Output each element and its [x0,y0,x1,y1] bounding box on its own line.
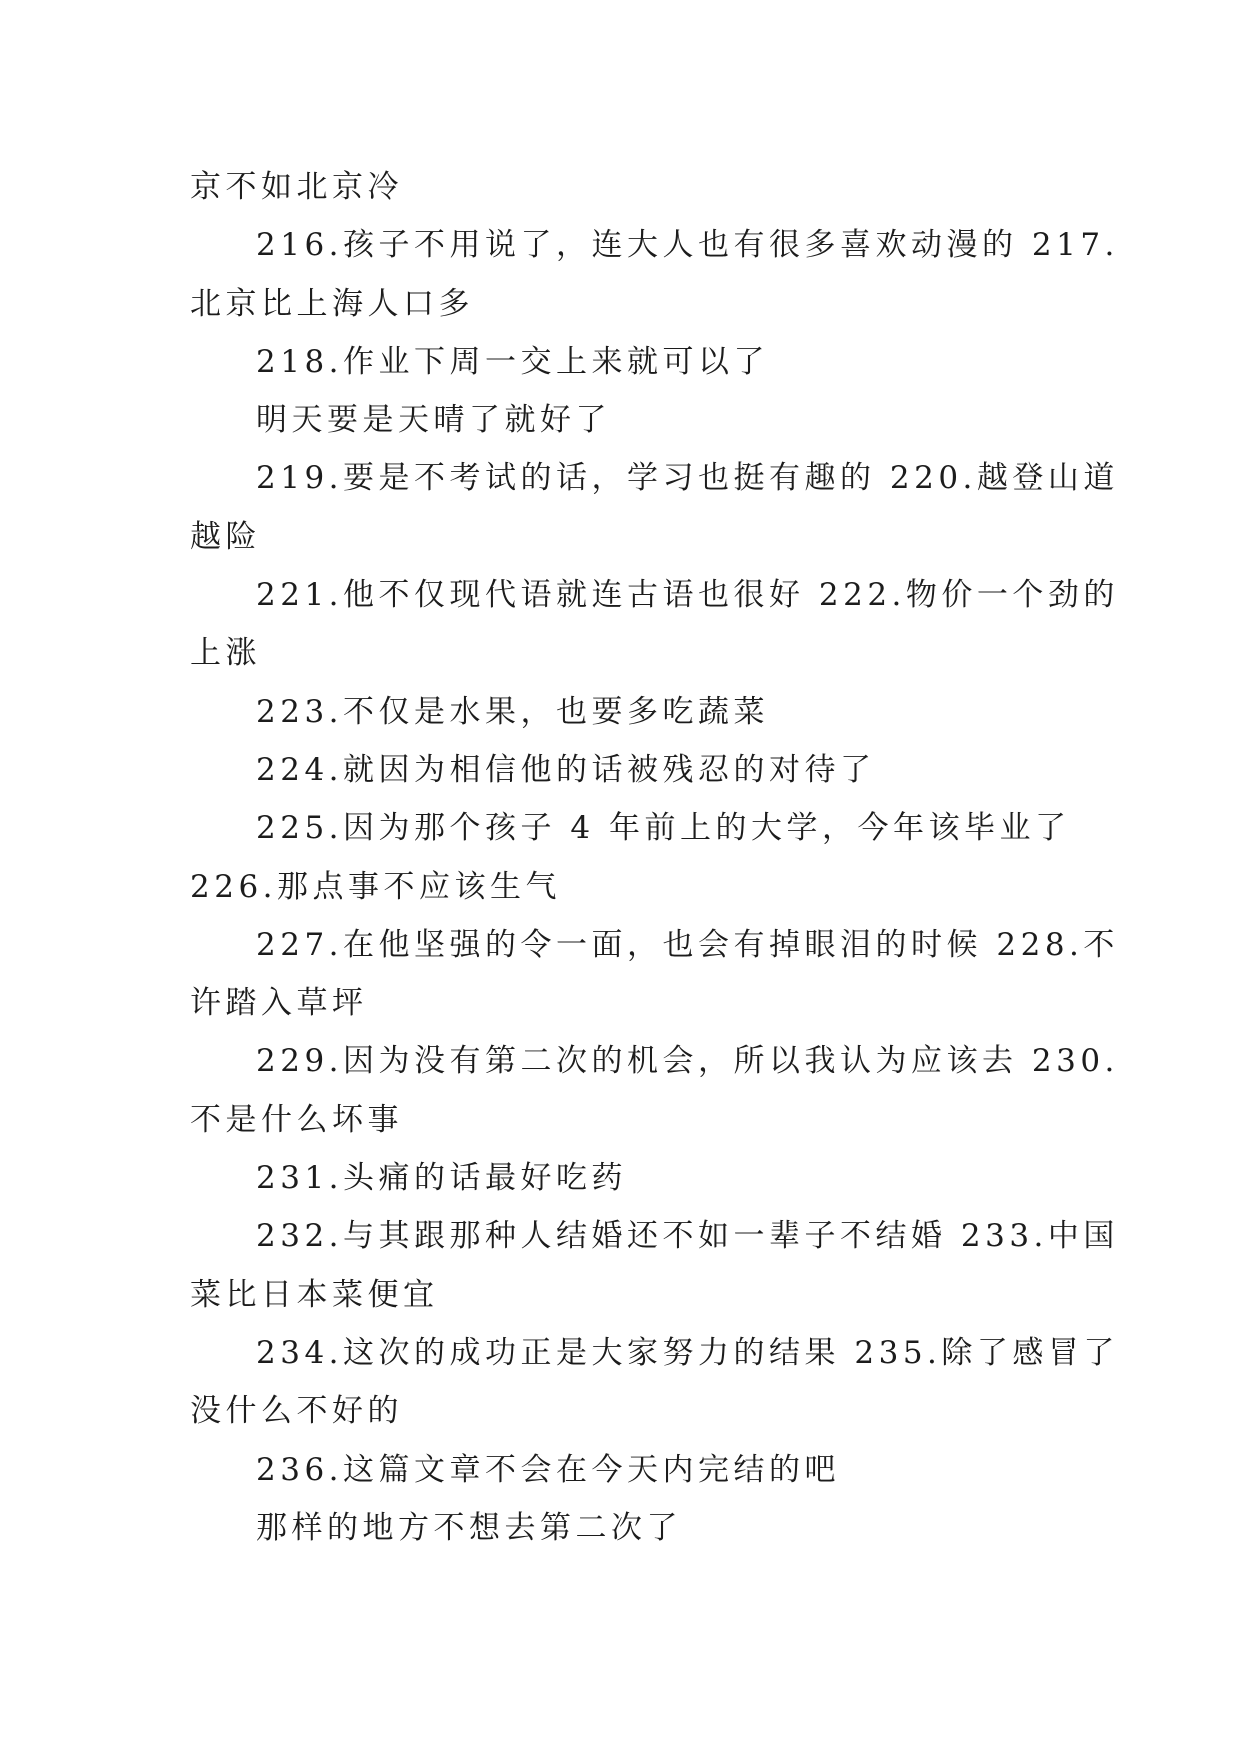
text-line: 223.不仅是水果，也要多吃蔬菜 [256,693,770,730]
text-line: 许踏入草坪 [190,985,368,1022]
text-line: 上涨 [190,635,261,672]
text-line: 227.在他坚强的令一面，也会有掉眼泪的时候 228.不 [256,926,1119,963]
text-line: 219.要是不考试的话，学习也挺有趣的 220.越登山道 [256,460,1119,497]
text-line: 229.因为没有第二次的机会，所以我认为应该去 230. [256,1043,1119,1080]
text-line: 明天要是天晴了就好了 [256,402,611,439]
text-line: 越险 [190,518,261,555]
text-line: 236.这篇文章不会在今天内完结的吧 [256,1451,841,1488]
text-line: 不是什么坏事 [190,1101,403,1138]
text-line: 231.头痛的话最好吃药 [256,1160,628,1197]
text-line: 232.与其跟那种人结婚还不如一辈子不结婚 233.中国 [256,1218,1119,1255]
text-line: 225.因为那个孩子 4 年前上的大学，今年该毕业了 [256,810,1071,847]
text-line: 224.就因为相信他的话被残忍的对待了 [256,751,876,788]
text-line: 那样的地方不想去第二次了 [256,1509,682,1546]
text-line: 226.那点事不应该生气 [190,868,562,905]
text-line: 没什么不好的 [190,1393,403,1430]
text-line: 菜比日本菜便宜 [190,1276,439,1313]
text-line: 216.孩子不用说了，连大人也有很多喜欢动漫的 217. [256,227,1119,264]
text-line: 北京比上海人口多 [190,285,474,322]
text-line: 234.这次的成功正是大家努力的结果 235.除了感冒了 [256,1334,1119,1371]
text-line: 218.作业下周一交上来就可以了 [256,343,770,380]
text-line: 京不如北京冷 [190,169,403,205]
body-text [190,158,1119,1557]
text-line: 221.他不仅现代语就连古语也很好 222.物价一个劲的 [256,577,1119,614]
